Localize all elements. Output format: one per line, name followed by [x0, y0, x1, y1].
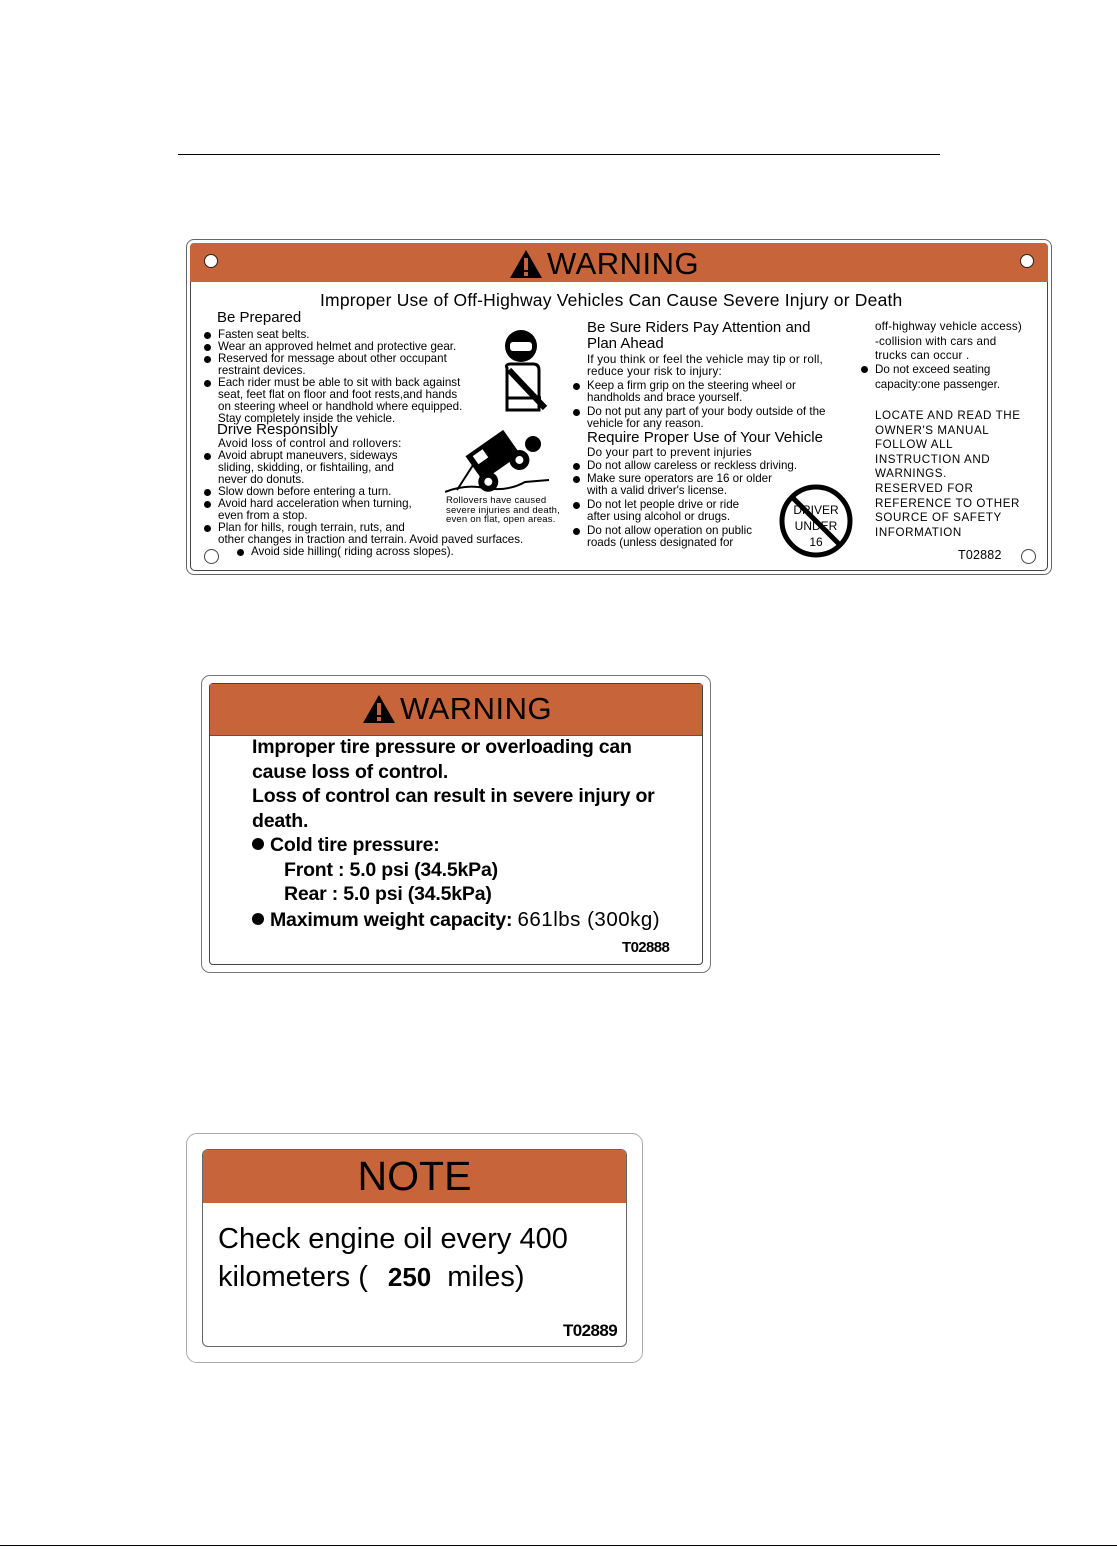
section-heading-be-prepared: Be Prepared	[217, 309, 302, 326]
list-item: Do not exceed seating capacity:one passenger.	[857, 363, 1000, 392]
engine-oil-note-label	[186, 1133, 643, 1363]
seatbelt-helmet-icon	[501, 328, 553, 418]
label-code: T02888	[622, 939, 670, 956]
warning-title	[362, 691, 552, 727]
oil-note-line-2: kilometers ( 250 miles)	[218, 1261, 525, 1293]
warning-title	[509, 246, 699, 282]
tire-pressure-warning-label	[201, 675, 711, 973]
right-col-reserved: RESERVED FOR REFERENCE TO OTHER SOURCE OF SAFETY INFORMATION	[875, 482, 1021, 539]
mount-hole-icon	[204, 549, 219, 564]
mount-hole-icon	[1020, 254, 1034, 268]
right-col-locate-manual: LOCATE AND READ THE OWNER'S MANUAL FOLLOW ALL INSTRUCTION AND WARNINGS.	[875, 409, 1021, 481]
no-driver-text: DRIVER UNDER 16	[793, 503, 839, 549]
rollover-vehicle-icon	[445, 422, 550, 497]
mount-hole-icon	[1021, 549, 1036, 564]
drive-responsibly-list-last	[233, 546, 454, 558]
rear-pressure: Rear : 5.0 psi (34.5kPa)	[284, 883, 492, 905]
alert-triangle-icon	[362, 694, 396, 724]
list-item: Fasten seat belts.	[200, 329, 462, 341]
tire-warning-line: Improper tire pressure or overloading can	[252, 736, 632, 758]
proper-use-list	[569, 460, 797, 549]
list-item: Avoid hard acceleration when turning, even from a stop.	[200, 498, 523, 522]
bullet-icon	[252, 838, 264, 850]
note-title: NOTE	[357, 1153, 472, 1199]
alert-triangle-icon	[509, 249, 543, 279]
attention-intro: If you think or feel the vehicle may tip or roll, reduce your risk to injury:	[587, 353, 823, 378]
list-item: Do not let people drive or ride after using alcohol or drugs.	[569, 499, 797, 523]
top-rule	[178, 154, 940, 155]
label-code: T02889	[563, 1321, 618, 1340]
list-item: Keep a firm grip on the steering wheel or handholds and brace yourself.	[569, 380, 825, 404]
bottom-rule	[0, 1545, 1117, 1546]
section-heading-attention: Be Sure Riders Pay Attention and Plan Ahead	[587, 319, 811, 352]
max-weight-capacity: Maximum weight capacity: 661lbs (300kg)	[252, 908, 660, 932]
list-item: Do not put any part of your body outside of the vehicle for any reason.	[569, 406, 825, 430]
attention-list	[569, 380, 825, 430]
list-item: Reserved for message about other occupant restraint devices.	[200, 353, 462, 377]
oil-note-line-1: Check engine oil every 400	[218, 1223, 568, 1255]
bullet-icon	[252, 913, 264, 925]
offhighway-warning-label	[186, 239, 1052, 575]
warning-title-text: WARNING	[547, 246, 700, 281]
right-col-seating	[857, 363, 1000, 392]
proper-use-intro: Do your part to prevent injuries	[587, 446, 752, 459]
section-heading-drive-responsibly: Drive Responsibly	[217, 421, 338, 438]
list-item: Plan for hills, rough terrain, ruts, and other changes in traction and terrain. Avoid paved surfaces.	[200, 522, 523, 546]
cold-tire-pressure-label: Cold tire pressure:	[252, 834, 440, 857]
front-pressure: Front : 5.0 psi (34.5kPa)	[284, 859, 498, 881]
tire-warning-line: death.	[252, 810, 309, 832]
list-item: Each rider must be able to sit with back against seat, feet flat on floor and foot rests,and hands on steering wheel or handhold where equipped. Stay completely inside the vehicle.	[200, 377, 462, 425]
section-heading-proper-use: Require Proper Use of Your Vehicle	[587, 429, 823, 446]
tire-warning-line: cause loss of control.	[252, 761, 449, 783]
list-item: Slow down before entering a turn.	[200, 486, 523, 498]
label-code: T02882	[958, 548, 1002, 562]
list-item: Do not allow operation on public roads (unless designated for	[569, 525, 797, 549]
list-item: Avoid abrupt maneuvers, sideways sliding, skidding, or fishtailing, and never do donuts.	[200, 450, 523, 486]
tire-warning-line: Loss of control can result in severe injury or	[252, 785, 655, 807]
list-item: Wear an approved helmet and protective gear.	[200, 341, 462, 353]
rollover-caption: Rollovers have caused severe injuries and death, even on flat, open areas.	[446, 495, 560, 526]
no-driver-under-16-sign	[779, 484, 853, 558]
mount-hole-icon	[204, 254, 218, 268]
right-col-continued: off-highway vehicle access) -collision with cars and trucks can occur .	[875, 320, 1022, 362]
list-item: Avoid side hilling( riding across slopes).	[233, 546, 454, 558]
warning-title-text: WARNING	[400, 691, 553, 726]
list-item: Make sure operators are 16 or older with a valid driver's license.	[569, 473, 797, 497]
drive-responsibly-intro: Avoid loss of control and rollovers:	[218, 437, 402, 450]
label-headline: Improper Use of Off-Highway Vehicles Can Cause Severe Injury or Death	[320, 290, 903, 310]
list-item: Do not allow careless or reckless driving.	[569, 460, 797, 472]
be-prepared-list	[200, 329, 462, 425]
